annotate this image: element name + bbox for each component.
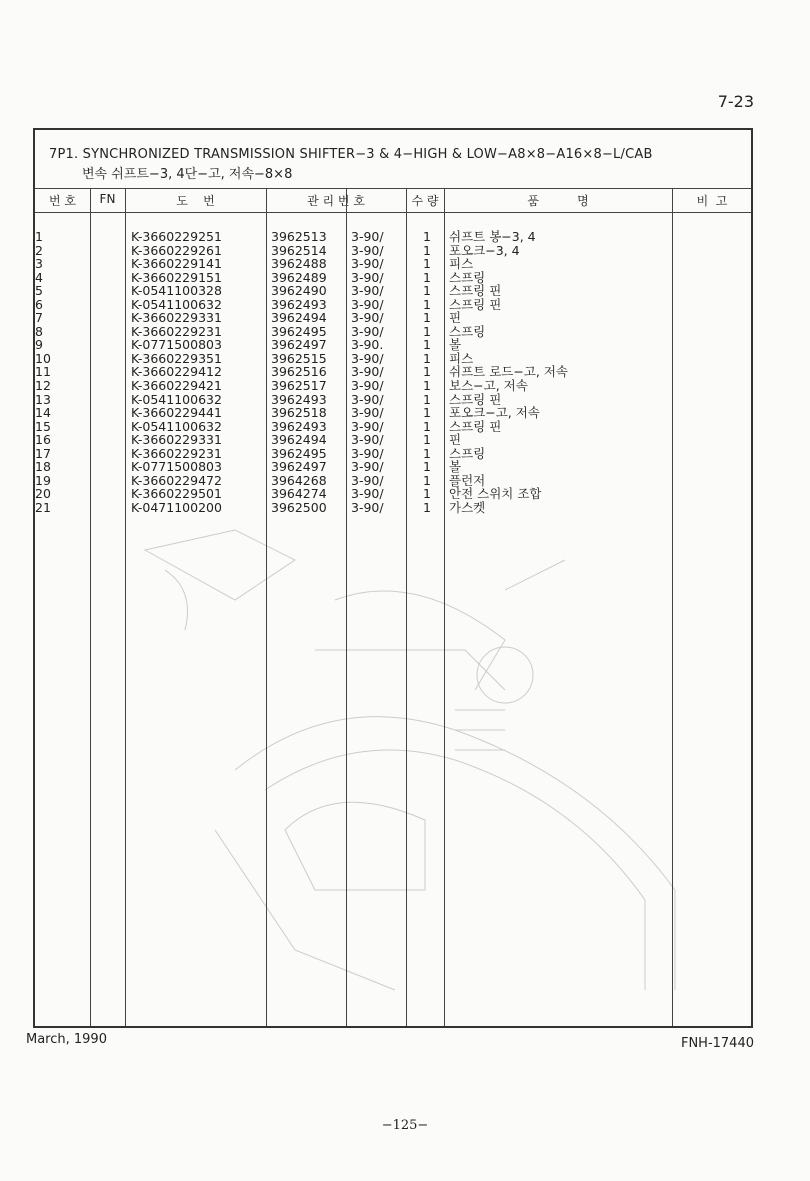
- quantity: 1: [423, 323, 431, 339]
- management-number: 3962513: [271, 229, 327, 244]
- quantity: 1: [423, 405, 431, 421]
- management-number: 3962493: [271, 418, 327, 434]
- title-box: [35, 130, 751, 189]
- management-code: 3-90/: [351, 269, 384, 285]
- row-number: 6: [35, 296, 43, 312]
- drawing-number: K-0541100632: [131, 296, 222, 312]
- management-number: 3962493: [271, 391, 327, 407]
- management-number: 3962515: [271, 350, 327, 366]
- management-number: 3962495: [271, 323, 327, 339]
- drawing-number: K-0541100632: [131, 418, 222, 434]
- row-number: 1: [35, 229, 43, 244]
- part-name: 쉬프트 봉−3, 4: [449, 229, 536, 244]
- management-code: 3-90/: [351, 486, 384, 502]
- header-management-no: 관 리 번 호: [307, 194, 365, 208]
- drawing-number: K-3660229151: [131, 269, 222, 285]
- part-name: 포오크−3, 4: [449, 242, 520, 258]
- header-drawing-no: 도 번: [176, 194, 215, 208]
- drawing-number: K-0541100328: [131, 283, 222, 299]
- row-number: 20: [35, 486, 51, 502]
- quantity: 1: [423, 486, 431, 502]
- part-name: 스프링: [449, 269, 486, 285]
- management-number: 3962494: [271, 310, 327, 326]
- management-number: 3962489: [271, 269, 327, 285]
- management-code: 3-90/: [351, 364, 384, 380]
- part-name: 안전 스위치 조합: [449, 486, 542, 502]
- part-name: 피스: [449, 256, 474, 272]
- row-number: 5: [35, 283, 43, 299]
- header-quantity: 수 량: [411, 194, 439, 208]
- page-number-bottom: −125−: [381, 1118, 429, 1133]
- management-code: 3-90/: [351, 432, 384, 448]
- row-number: 15: [35, 418, 51, 434]
- quantity: 1: [423, 378, 431, 394]
- drawing-number: K-0771500803: [131, 459, 222, 475]
- management-code: 3-90/: [351, 242, 384, 258]
- management-code: 3-90/: [351, 445, 384, 461]
- column-divider: [125, 188, 126, 1026]
- column-divider: [672, 188, 673, 1026]
- management-code: 3-90/: [351, 296, 384, 312]
- drawing-number: K-3660229331: [131, 432, 222, 448]
- management-code: 3-90/: [351, 283, 384, 299]
- quantity: 1: [423, 296, 431, 312]
- management-code: 3-90/: [351, 256, 384, 272]
- drawing-number: K-3660229231: [131, 323, 222, 339]
- management-number: 3962493: [271, 296, 327, 312]
- management-code: 3-90/: [351, 350, 384, 366]
- row-number: 21: [35, 499, 51, 515]
- quantity: 1: [423, 391, 431, 407]
- management-code: 3-90/: [351, 499, 384, 515]
- management-code: 3-90/: [351, 459, 384, 475]
- row-number: 14: [35, 405, 51, 421]
- row-number: 17: [35, 445, 51, 461]
- management-code: 3-90/: [351, 391, 384, 407]
- part-name: 스프링 핀: [449, 391, 502, 407]
- row-number: 9: [35, 337, 43, 353]
- management-code: 3-90/: [351, 310, 384, 326]
- row-number: 7: [35, 310, 43, 326]
- drawing-number: K-3660229261: [131, 242, 222, 258]
- management-number: 3962497: [271, 459, 327, 475]
- management-code: 3-90.: [351, 337, 384, 353]
- management-number: 3962488: [271, 256, 327, 272]
- footer-document-code: FNH-17440: [680, 1036, 754, 1051]
- management-code: 3-90/: [351, 378, 384, 394]
- management-number: 3962494: [271, 432, 327, 448]
- drawing-number: K-3660229251: [131, 229, 222, 244]
- row-number: 8: [35, 323, 43, 339]
- part-name: 포오크−고, 저속: [449, 405, 540, 421]
- part-name: 스프링 핀: [449, 418, 502, 434]
- page-number-top: 7-23: [717, 92, 754, 111]
- part-name: 스프링 핀: [449, 296, 502, 312]
- part-name: 볼: [449, 337, 462, 353]
- parts-list-frame: [33, 128, 753, 1028]
- column-divider: [346, 188, 347, 1026]
- part-name: 스프링: [449, 323, 486, 339]
- row-number: 16: [35, 432, 51, 448]
- management-code: 3-90/: [351, 323, 384, 339]
- header-remarks: 비 고: [696, 194, 728, 208]
- drawing-number: K-3660229141: [131, 256, 222, 272]
- management-code: 3-90/: [351, 472, 384, 488]
- quantity: 1: [423, 310, 431, 326]
- management-number: 3962500: [271, 499, 327, 515]
- part-name: 보스−고, 저속: [449, 378, 528, 394]
- header-fn: FN: [99, 192, 116, 206]
- row-number: 11: [35, 364, 51, 380]
- management-number: 3962516: [271, 364, 327, 380]
- part-name: 피스: [449, 350, 474, 366]
- part-name: 핀: [449, 432, 462, 448]
- footer-date: March, 1990: [26, 1032, 107, 1047]
- quantity: 1: [423, 459, 431, 475]
- management-code: 3-90/: [351, 405, 384, 421]
- management-number: 3962517: [271, 378, 327, 394]
- part-name: 핀: [449, 310, 462, 326]
- management-number: 3964274: [271, 486, 327, 502]
- drawing-number: K-3660229231: [131, 445, 222, 461]
- drawing-number: K-3660229421: [131, 378, 222, 394]
- drawing-number: K-3660229441: [131, 405, 222, 421]
- quantity: 1: [423, 242, 431, 258]
- quantity: 1: [423, 418, 431, 434]
- part-name: 가스켓: [449, 499, 486, 515]
- row-number: 19: [35, 472, 51, 488]
- management-number: 3962490: [271, 283, 327, 299]
- quantity: 1: [423, 445, 431, 461]
- drawing-number: K-0471100200: [131, 499, 222, 515]
- row-number: 4: [35, 269, 43, 285]
- management-code: 3-90/: [351, 229, 384, 244]
- quantity: 1: [423, 229, 431, 244]
- quantity: 1: [423, 283, 431, 299]
- quantity: 1: [423, 269, 431, 285]
- quantity: 1: [423, 364, 431, 380]
- header-part-name: 품 명: [527, 194, 589, 208]
- management-number: 3964268: [271, 472, 327, 488]
- drawing-number: K-0771500803: [131, 337, 222, 353]
- management-number: 3962518: [271, 405, 327, 421]
- row-number: 18: [35, 459, 51, 475]
- quantity: 1: [423, 350, 431, 366]
- column-divider: [266, 188, 267, 1026]
- quantity: 1: [423, 337, 431, 353]
- drawing-number: K-3660229501: [131, 486, 222, 502]
- drawing-number: K-3660229412: [131, 364, 222, 380]
- row-number: 13: [35, 391, 51, 407]
- part-name: 플런저: [449, 472, 486, 488]
- management-number: 3962514: [271, 242, 327, 258]
- drawing-number: K-3660229351: [131, 350, 222, 366]
- drawing-number: K-0541100632: [131, 391, 222, 407]
- part-name: 스프링: [449, 445, 486, 461]
- drawing-number: K-3660229472: [131, 472, 222, 488]
- part-name: 쉬프트 로드−고, 저속: [449, 364, 568, 380]
- header-no: 번 호: [49, 194, 76, 208]
- drawing-number: K-3660229331: [131, 310, 222, 326]
- row-number: 12: [35, 378, 51, 394]
- management-number: 3962495: [271, 445, 327, 461]
- title-korean: 변속 쉬프트−3, 4단−고, 저속−8×8: [82, 167, 293, 182]
- management-code: 3-90/: [351, 418, 384, 434]
- row-number: 3: [35, 256, 43, 272]
- quantity: 1: [423, 472, 431, 488]
- column-divider: [90, 188, 91, 1026]
- quantity: 1: [423, 499, 431, 515]
- quantity: 1: [423, 256, 431, 272]
- management-number: 3962497: [271, 337, 327, 353]
- title-english: 7P1. SYNCHRONIZED TRANSMISSION SHIFTER−3 & 4−HIGH & LOW−A8×8−A16×8−L/CAB: [49, 147, 653, 162]
- quantity: 1: [423, 432, 431, 448]
- part-name: 볼: [449, 459, 462, 475]
- row-number: 10: [35, 350, 51, 366]
- part-name: 스프링 핀: [449, 283, 502, 299]
- row-number: 2: [35, 242, 43, 258]
